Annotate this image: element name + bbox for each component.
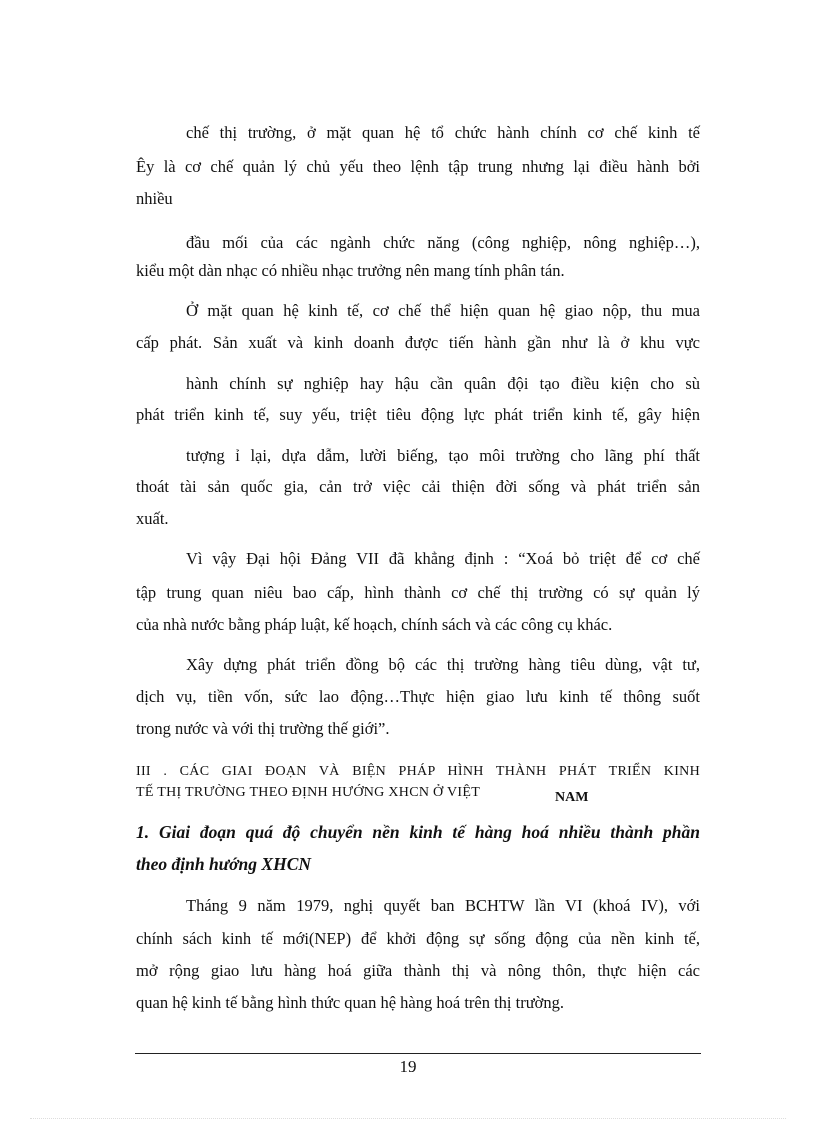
- subsection-heading: 1. Giai đoạn quá độ chuyển nền kinh tế hàng hoá nhiều thành phần: [136, 822, 700, 842]
- body-line: Tháng 9 năm 1979, nghị quyết ban BCHTW lần VI (khoá IV), với: [186, 896, 700, 915]
- body-line: Vì vậy Đại hội Đảng VII đã khẳng định : “Xoá bỏ triệt để cơ chế: [186, 549, 700, 568]
- section-heading: III . CÁC GIAI ĐOẠN VÀ BIỆN PHÁP HÌNH THÀNH PHÁT TRIỂN KINH: [136, 764, 700, 779]
- body-line: nhiều: [136, 189, 173, 208]
- page-number: 19: [399, 1057, 417, 1076]
- section-heading-continued: TẾ THỊ TRƯỜNG THEO ĐỊNH HƯỚNG XHCN Ở VIỆT: [136, 785, 481, 800]
- body-line: xuất.: [136, 509, 169, 528]
- body-line: tập trung quan niêu bao cấp, hình thành cơ chế thị trường có sự quản lý: [136, 583, 700, 602]
- body-line: đầu mối của các ngành chức năng (công nghiệp, nông nghiệp…),: [186, 233, 700, 252]
- body-line: quan hệ kinh tế bằng hình thức quan hệ hàng hoá trên thị trường.: [136, 993, 565, 1012]
- body-line: Ở mặt quan hệ kinh tế, cơ chế thể hiện quan hệ giao nộp, thu mua: [186, 301, 700, 320]
- section-heading-end: NAM: [555, 790, 589, 805]
- body-line: Xây dựng phát triển đồng bộ các thị trường hàng tiêu dùng, vật tư,: [186, 655, 700, 674]
- body-line: phát triển kinh tế, suy yếu, triệt tiêu động lực phát triển kinh tế, gây hiện: [136, 405, 700, 424]
- body-line: mở rộng giao lưu hàng hoá giữa thành thị và nông thôn, thực hiện các: [136, 961, 700, 980]
- body-line: dịch vụ, tiền vốn, sức lao động…Thực hiện giao lưu kinh tế thông suốt: [136, 687, 700, 706]
- body-line: cấp phát. Sản xuất và kinh doanh được tiến hành gần như là ở khu vực: [136, 333, 700, 352]
- footer-divider: [135, 1053, 701, 1054]
- body-line: của nhà nước bằng pháp luật, kế hoạch, chính sách và các công cụ khác.: [136, 615, 613, 634]
- body-line: trong nước và với thị trường thế giới”.: [136, 719, 390, 738]
- body-line: hành chính sự nghiệp hay hậu cần quân đội tạo điều kiện cho sù: [186, 374, 700, 393]
- body-line: kiểu một dàn nhạc có nhiều nhạc trưởng nên mang tính phân tán.: [136, 261, 565, 280]
- body-line: thoát tài sản quốc gia, cản trở việc cải thiện đời sống và phát triển sản: [136, 477, 700, 496]
- subsection-heading-continued: theo định hướng XHCN: [136, 854, 311, 874]
- body-line: chế thị trường, ở mặt quan hệ tổ chức hành chính cơ chế kinh tế: [186, 123, 700, 142]
- body-line: tượng ỉ lại, dựa dẫm, lười biếng, tạo môi trường cho lãng phí thất: [186, 446, 700, 465]
- body-line: Êy là cơ chế quản lý chủ yếu theo lệnh tập trung nhưng lại điều hành bởi: [136, 157, 700, 176]
- page-edge-divider: [30, 1118, 786, 1119]
- body-line: chính sách kinh tế mới(NEP) để khởi động sự sống động của nền kinh tế,: [136, 929, 700, 948]
